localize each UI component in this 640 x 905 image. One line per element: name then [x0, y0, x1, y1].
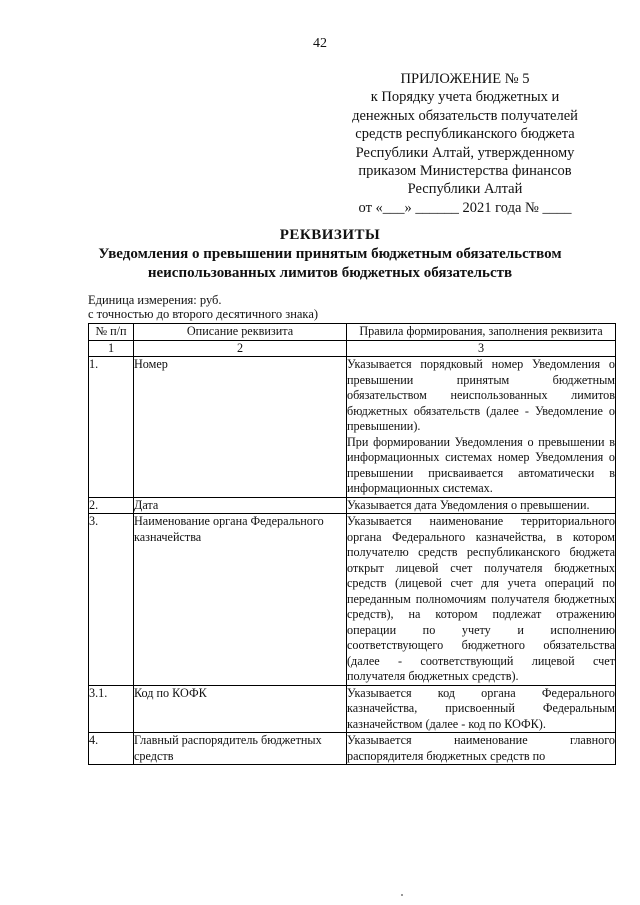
appendix-line: средств республиканского бюджета	[355, 126, 575, 143]
requisite-rule	[347, 685, 616, 733]
table-row	[89, 497, 616, 514]
requisite-rule	[347, 357, 616, 498]
table-index-row	[89, 340, 616, 357]
document-heading	[60, 226, 600, 283]
document-subtitle-line: Уведомления о превышении принятым бюджетным обязательством	[98, 246, 562, 262]
requisite-rule	[347, 514, 616, 686]
appendix-line: ПРИЛОЖЕНИЕ № 5	[400, 71, 530, 87]
row-number: 1.	[89, 357, 134, 498]
requisites-table	[88, 323, 616, 765]
column-index: 2	[134, 340, 347, 357]
column-header: № п/п	[89, 324, 134, 341]
appendix-line: приказом Министерства финансов	[358, 163, 572, 180]
column-index: 3	[347, 340, 616, 357]
units-line: Единица измерения: руб.	[88, 293, 222, 307]
requisite-description: Дата	[134, 497, 347, 514]
rule-paragraph: Указывается наименование главного распорядителя бюджетных средств по	[347, 733, 615, 763]
appendix-line: от «___» ______ 2021 года № ____	[358, 199, 572, 216]
table-row	[89, 685, 616, 733]
table-row	[89, 357, 616, 498]
page-number: 42	[313, 36, 327, 51]
document-title: РЕКВИЗИТЫ	[279, 227, 381, 243]
table-row	[89, 514, 616, 686]
row-number: 3.	[89, 514, 134, 686]
appendix-line: Республики Алтай	[407, 181, 523, 198]
units-line: с точностью до второго десятичного знака)	[88, 307, 319, 321]
row-number: 3.1.	[89, 685, 134, 733]
rule-paragraph: Указывается код органа Федерального казначейства, присвоенный Федеральным казначейством (далее - код по КОФК).	[347, 685, 615, 731]
units-note	[88, 293, 318, 321]
appendix-line: к Порядку учета бюджетных и	[370, 89, 560, 106]
table-row	[89, 733, 616, 765]
requisite-description: Номер	[134, 357, 347, 498]
appendix-line: Республики Алтай, утвержденному	[355, 144, 575, 161]
requisite-description: Код по КОФК	[134, 685, 347, 733]
row-number: 2.	[89, 497, 134, 514]
row-number: 4.	[89, 733, 134, 765]
rule-paragraph: Указывается дата Уведомления о превышении.	[347, 497, 590, 512]
column-header: Правила формирования, заполнения реквизита	[347, 324, 616, 341]
appendix-block	[320, 70, 610, 217]
table-header-row	[89, 324, 616, 341]
column-header: Описание реквизита	[134, 324, 347, 341]
rule-paragraph: Указывается наименование территориального органа Федерального казначейства, в котором получателю средств республиканского бюджета открыт лицевой счет получателя бюджетных средств (лицевой счет для учета операций по переданным полномочиям получателя бюджетных средств), на котором подлежат отражению операции по учету и исполнению соответствующего бюджетного обязательства (далее - соответствующий лицевой счет получателя бюджетных средств).	[347, 514, 615, 683]
requisite-description: Главный распорядитель бюджетных средств	[134, 733, 347, 765]
document-subtitle-line: неиспользованных лимитов бюджетных обязательств	[147, 265, 513, 281]
rule-paragraph: Указывается порядковый номер Уведомления о превышении принятым бюджетным обязательством неиспользованных лимитов бюджетных обязательств (далее - Уведомление о превышении).	[347, 357, 615, 433]
scan-speck	[401, 894, 403, 896]
appendix-line: денежных обязательств получателей	[352, 107, 578, 124]
column-index: 1	[89, 340, 134, 357]
requisite-rule	[347, 497, 616, 514]
rule-paragraph: При формировании Уведомления о превышении в информационных системах номер Уведомления о превышении присваивается автоматически в информационных системах.	[347, 434, 615, 495]
requisite-description: Наименование органа Федерального казначейства	[134, 514, 347, 686]
requisite-rule	[347, 733, 616, 765]
